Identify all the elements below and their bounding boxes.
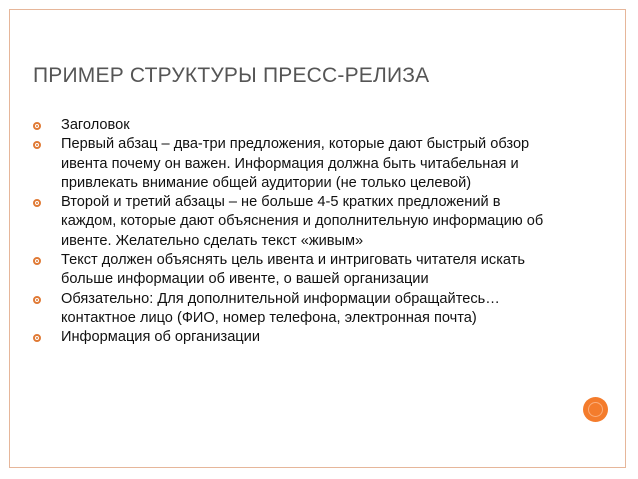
bullet-text: Обязательно: Для дополнительной информации обращайтесь… контактное лицо (ФИО, номер телефона, электронная почта) [61,290,500,326]
bullet-item-heading [33,116,553,135]
decorative-ring-icon [588,402,603,417]
bullet-text: Второй и третий абзацы – не больше 4-5 кратких предложений в каждом, которые дают объяснения и дополнительную информацию об ивенте. Желательно сделать текст «живым» [61,194,544,249]
bullet-text: Заголовок [61,117,130,133]
bullet-item-purpose [33,251,553,290]
slide-title: ПРИМЕР СТРУКТУРЫ ПРЕСС-РЕЛИЗА [33,64,430,87]
bullet-item-second-third-paragraphs [33,193,553,251]
bullet-text: Информация об организации [61,329,260,346]
bullet-list [33,116,553,348]
bullet-item-first-paragraph [33,135,553,193]
bullet-circle-icon [33,122,41,130]
bullet-item-organization [33,328,553,347]
bullet-circle-icon [33,199,41,207]
bullet-item-contact [33,290,553,329]
bullet-text: Первый абзац – два-три предложения, которые дают быстрый обзор ивента почему он важен. Информация должна быть читабельная и привлекать внимание общей аудитории (не только целевой) [61,136,530,191]
bullet-text: Текст должен объяснять цель ивента и интриговать читателя искать больше информации об ивенте, о вашей организации [61,252,525,288]
bullet-circle-icon [33,141,41,149]
bullet-circle-icon [33,296,41,304]
bullet-circle-icon [33,257,41,265]
bullet-circle-icon [33,334,41,342]
